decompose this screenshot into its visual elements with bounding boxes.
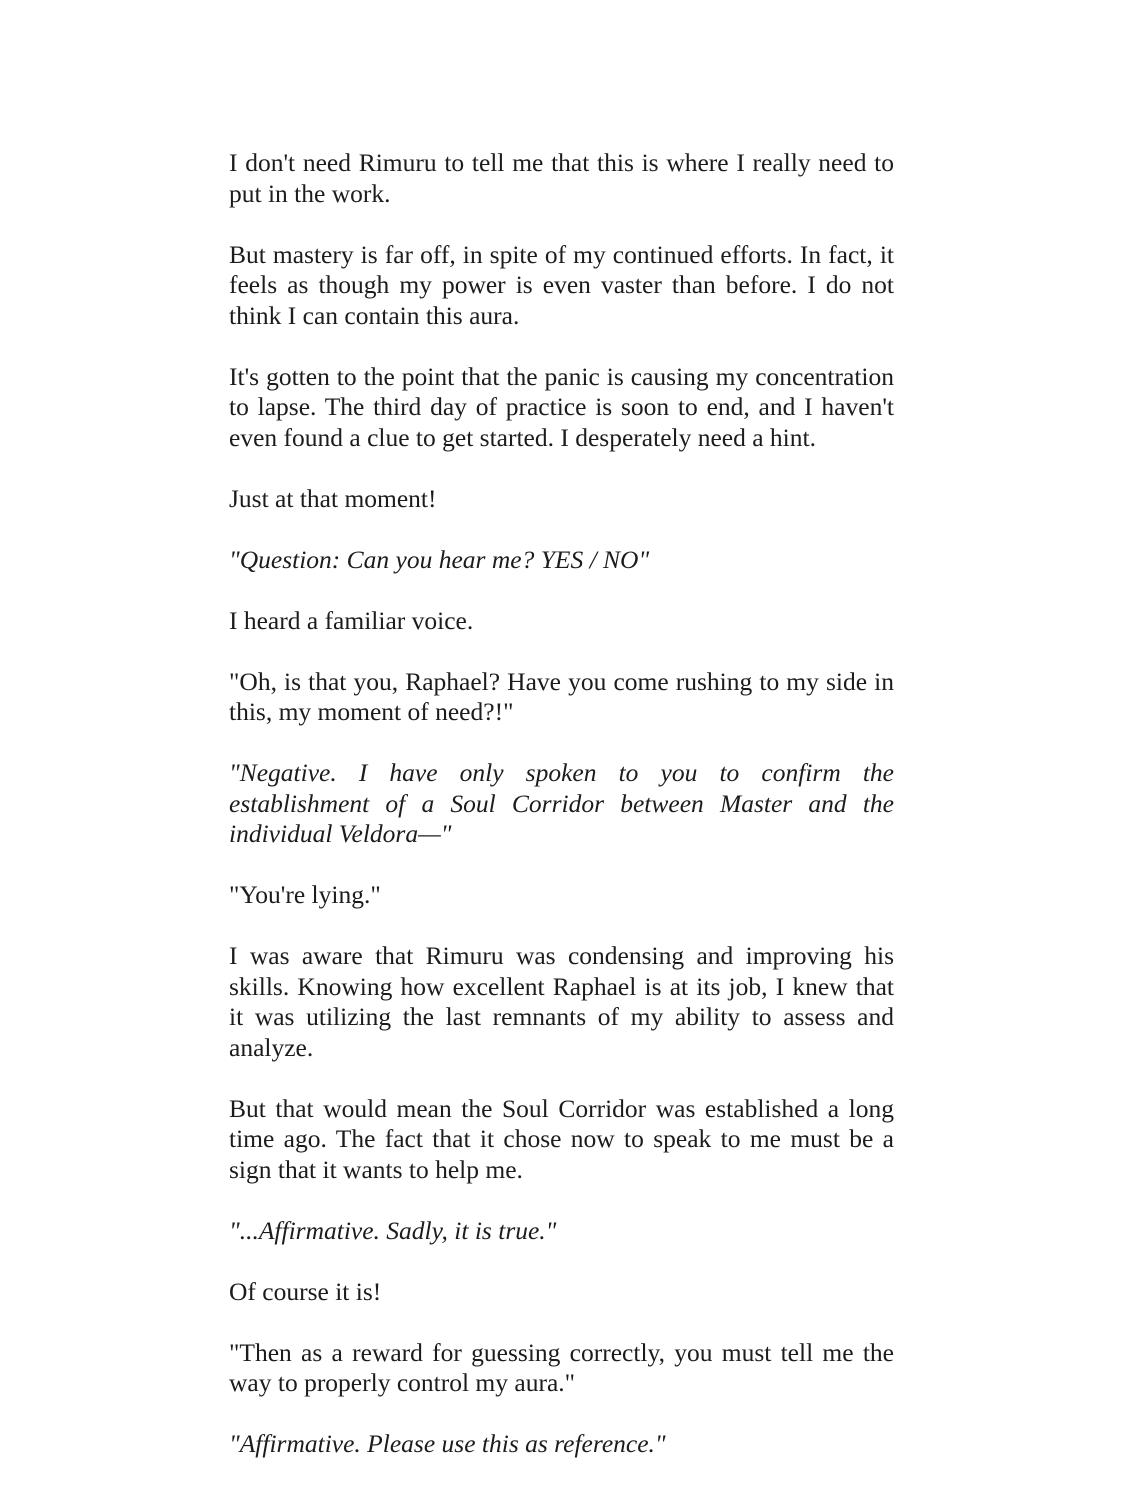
document-page — [229, 148, 894, 1490]
paragraph: But that would mean the Soul Corridor was established a long time ago. The fact that it chose now to speak to me must be a sign that it wants to help me. — [229, 1093, 894, 1184]
paragraph: I was aware that Rimuru was condensing and improving his skills. Knowing how excellent Raphael is at its job, I knew that it was utilizing the last remnants of my ability to assess and analyze. — [229, 941, 894, 1062]
dialogue-italic: "Question: Can you hear me? YES / NO" — [229, 544, 650, 574]
paragraph: "Then as a reward for guessing correctly, you must tell me the way to properly control my aura." — [229, 1337, 894, 1397]
paragraph: But mastery is far off, in spite of my continued efforts. In fact, it feels as though my power is even vaster than before. I do not think I can contain this aura. — [229, 239, 894, 330]
dialogue-italic: "Negative. I have only spoken to you to confirm the establishment of a Soul Corridor between Master and the individual Veldora—" — [229, 758, 894, 848]
paragraph: Just at that moment! — [229, 483, 437, 513]
paragraph: I don't need Rimuru to tell me that this is where I really need to put in the work. — [229, 148, 894, 208]
paragraph: Of course it is! — [229, 1276, 382, 1306]
dialogue-italic: "Affirmative. Please use this as reference." — [229, 1429, 666, 1458]
paragraph: "You're lying." — [229, 880, 381, 909]
paragraph: "Oh, is that you, Raphael? Have you come rushing to my side in this, my moment of need?!" — [229, 666, 894, 726]
paragraph: It's gotten to the point that the panic is causing my concentration to lapse. The third day of practice is soon to end, and I haven't even found a clue to get started. I desperately need a hint. — [229, 361, 894, 452]
dialogue-italic: "...Affirmative. Sadly, it is true." — [229, 1215, 557, 1245]
paragraph: I heard a familiar voice. — [229, 605, 474, 635]
